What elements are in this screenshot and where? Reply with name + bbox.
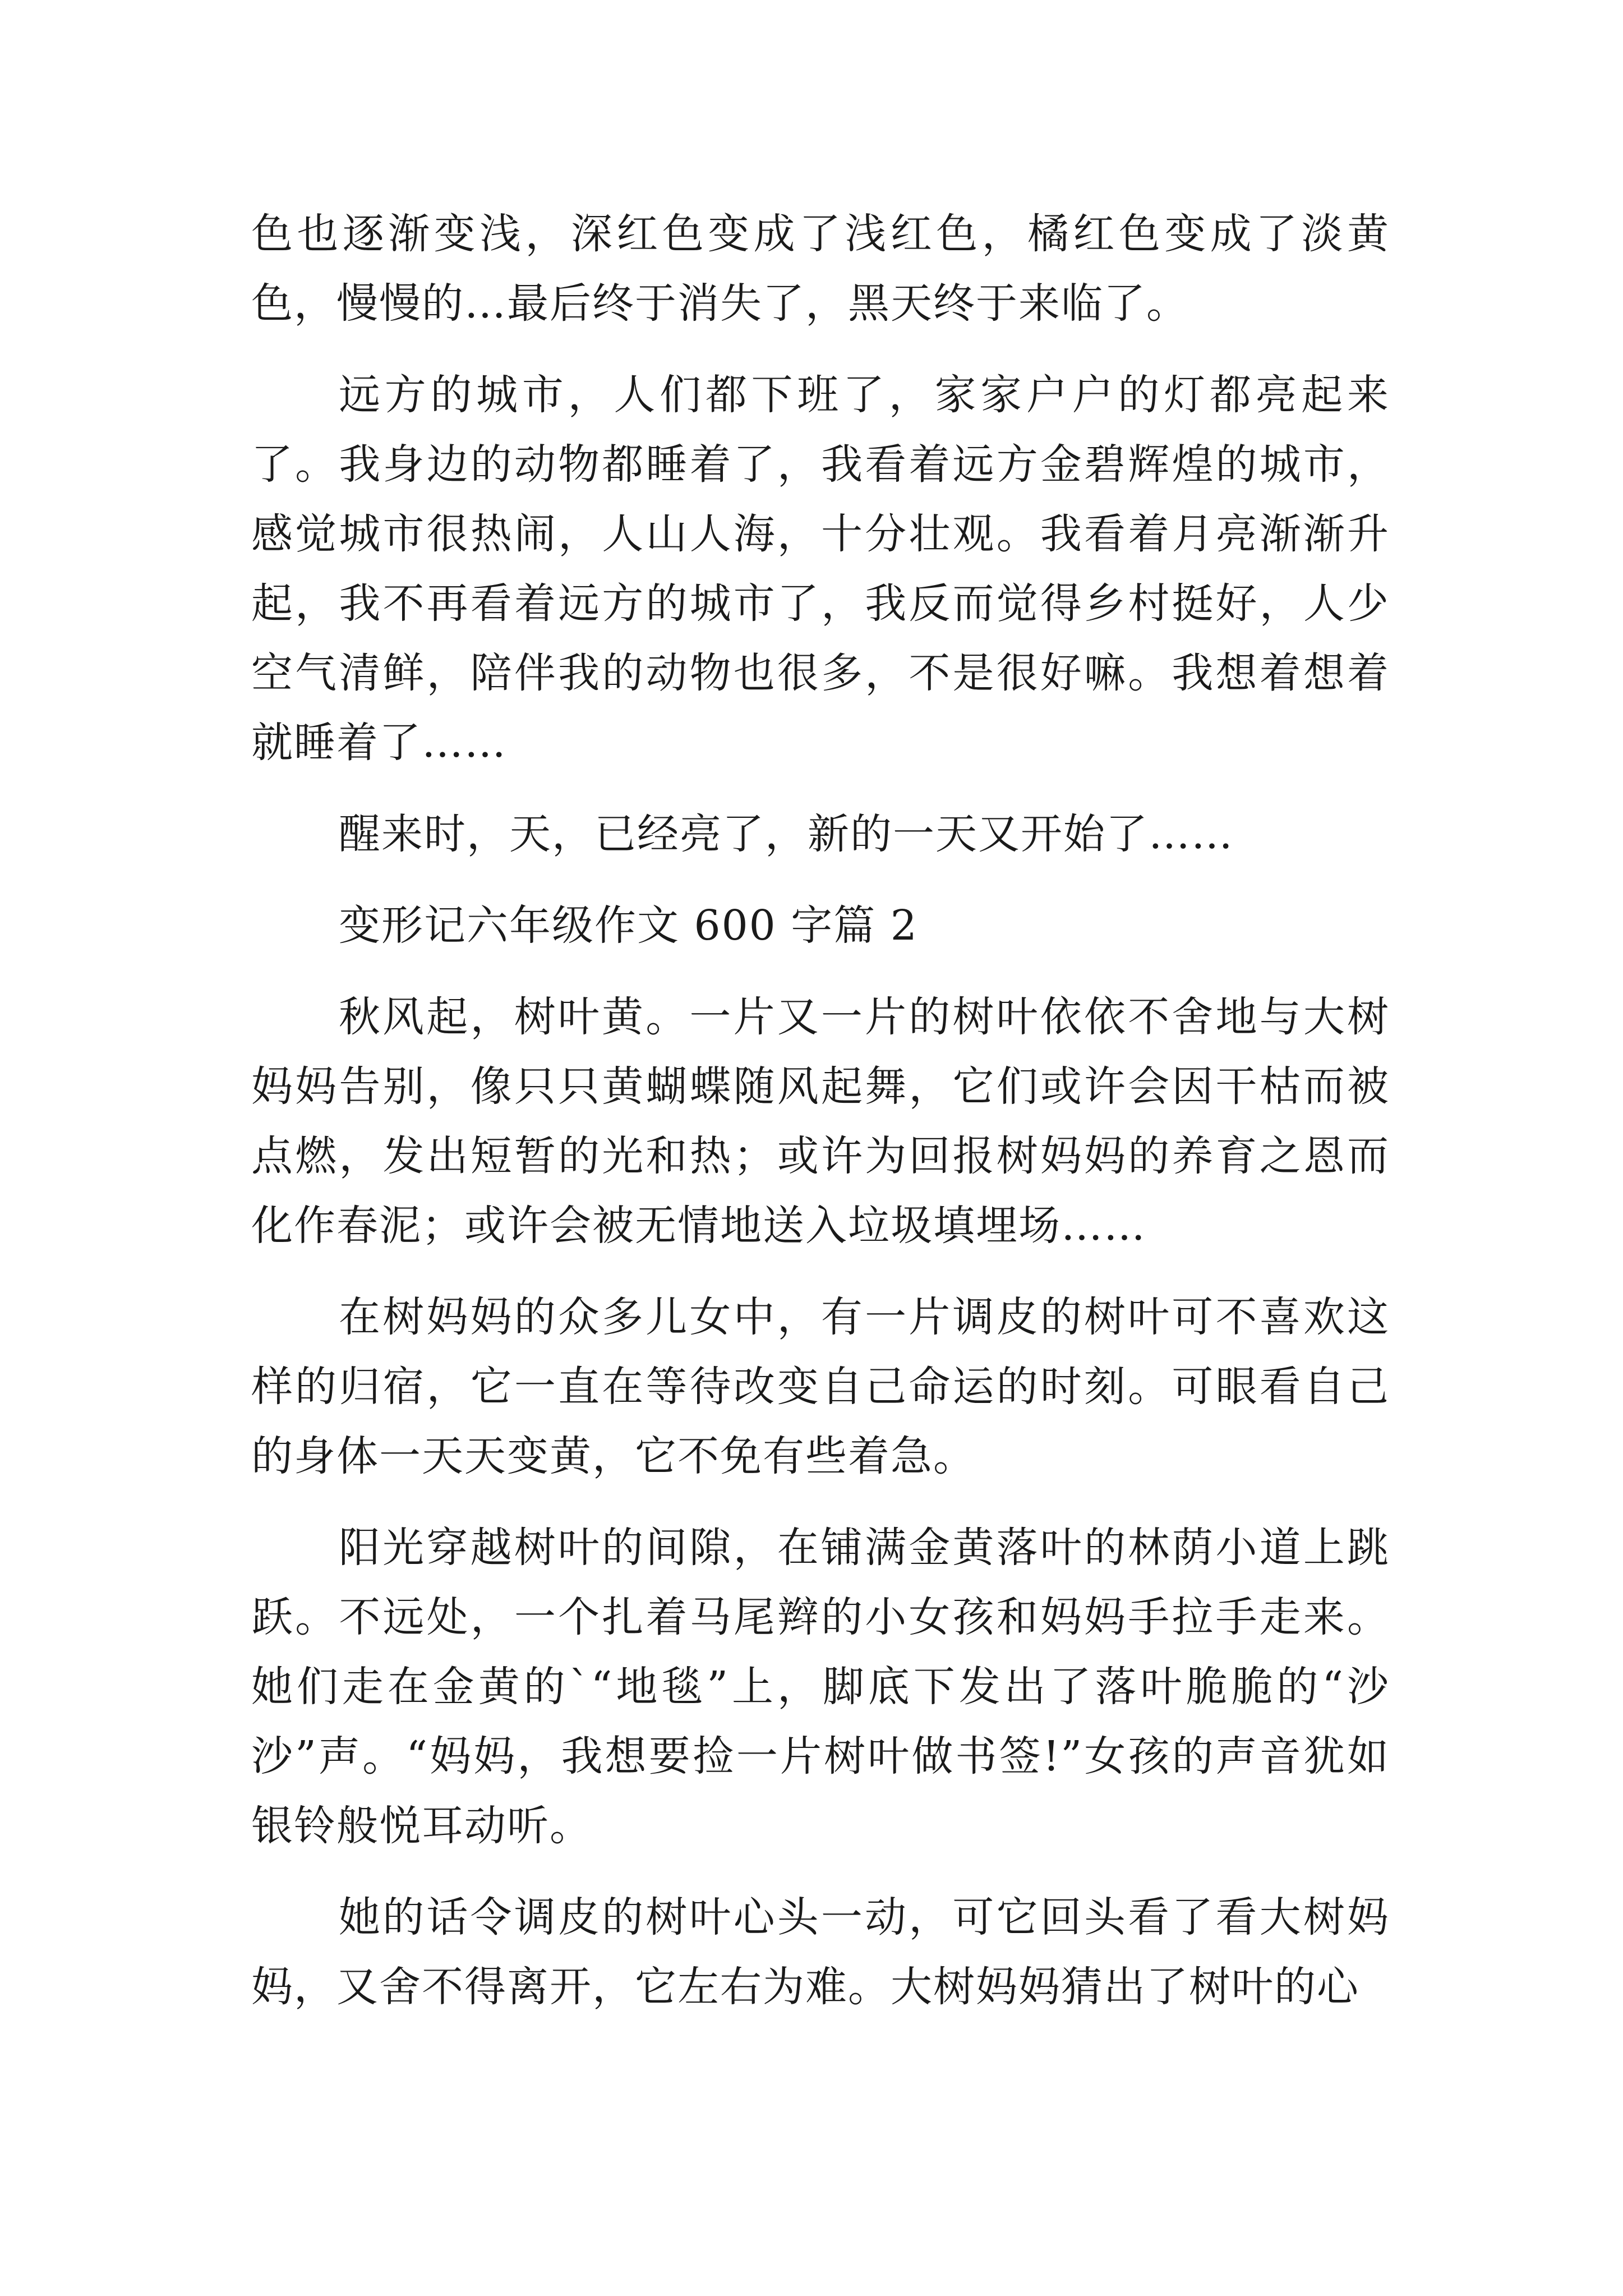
essay-title: 变形记六年级作文 600 字篇 2 [339, 901, 918, 950]
paragraph-waking: 醒来时，天，已经亮了，新的一天又开始了…… [339, 810, 1234, 858]
paragraph-city-night: 远方的城市，人们都下班了，家家户户的灯都亮起来了。我身边的动物都睡着了，我看着远方金碧辉煌的城市，感觉城市很热闹，人山人海，十分壮观。我看着月亮渐渐升起，我不再看着远方的城市了，我反而觉得乡村挺好，人少空气清鲜，陪伴我的动物也很多，不是很好嘛。我想着想着就睡着了…… [251, 371, 1390, 767]
paragraph-continuation: 色也逐渐变浅，深红色变成了浅红色，橘红色变成了淡黄色，慢慢的…最后终于消失了，黑天终于来临了。 [251, 210, 1390, 328]
paragraph-autumn-leaves: 秋风起，树叶黄。一片又一片的树叶依依不舍地与大树妈妈告别，像只只黄蝴蝶随风起舞，它们或许会因干枯而被点燃，发出短暂的光和热；或许为回报树妈妈的养育之恩而化作春泥；或许会被无情地送入垃圾填埋场…… [251, 993, 1390, 1250]
document-body [251, 199, 1390, 2022]
paragraph-leaf-dilemma: 她的话令调皮的树叶心头一动，可它回头看了看大树妈妈，又舍不得离开，它左右为难。大树妈妈猜出了树叶的心 [251, 1893, 1390, 2011]
paragraph-naughty-leaf: 在树妈妈的众多儿女中，有一片调皮的树叶可不喜欢这样的归宿，它一直在等待改变自己命运的时刻。可眼看自己的身体一天天变黄，它不免有些着急。 [251, 1293, 1390, 1480]
paragraph-little-girl: 阳光穿越树叶的间隙，在铺满金黄落叶的林荫小道上跳跃。不远处，一个扎着马尾辫的小女孩和妈妈手拉手走来。她们走在金黄的`“地毯”上，脚底下发出了落叶脆脆的“沙沙”声。“妈妈，我想要捡一片树叶做书签!”女孩的声音犹如银铃般悦耳动听。 [251, 1524, 1390, 1850]
